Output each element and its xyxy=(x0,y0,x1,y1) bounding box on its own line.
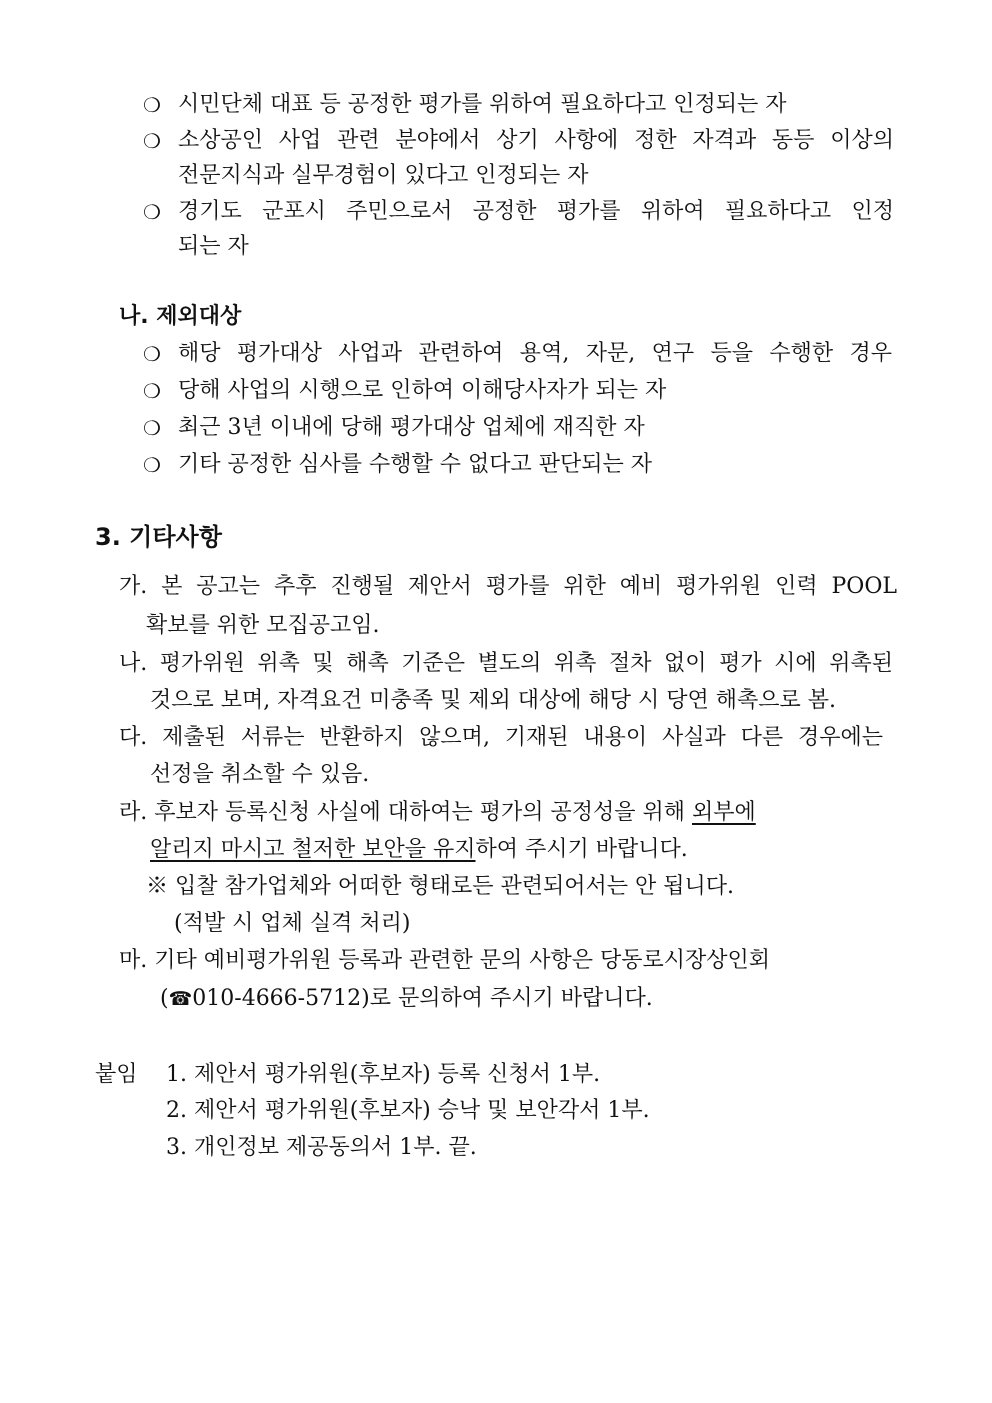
paragraph-na-line1: 나. 평가위원 위촉 및 해촉 기준은 별도의 위촉 절차 없이 평가 시에 위촉된 xyxy=(119,651,893,676)
paragraph-ga-line2: 확보를 위한 모집공고임. xyxy=(146,613,380,638)
section-title: 3. 기타사항 xyxy=(95,523,222,551)
bullet-icon: ❍ xyxy=(143,453,161,477)
paragraph-ga-line1: 가. 본 공고는 추후 진행될 제안서 평가를 위한 예비 평가위원 인력 POOL xyxy=(119,574,897,599)
list-item-text: 전문지식과 실무경험이 있다고 인정되는 자 xyxy=(178,163,589,188)
list-item-text: 해당 평가대상 사업과 관련하여 용역, 자문, 연구 등을 수행한 경우 xyxy=(178,341,892,366)
list-item-text: 시민단체 대표 등 공정한 평가를 위하여 필요하다고 인정되는 자 xyxy=(178,92,787,117)
bullet-icon: ❍ xyxy=(143,379,161,403)
attachment-item: 2. 제안서 평가위원(후보자) 승낙 및 보안각서 1부. xyxy=(166,1098,650,1123)
bullet-icon: ❍ xyxy=(143,93,161,117)
paragraph-da-line2: 선정을 취소할 수 있음. xyxy=(150,762,370,787)
bullet-icon: ❍ xyxy=(143,129,161,153)
list-item-text: 소상공인 사업 관련 분야에서 상기 사항에 정한 자격과 동등 이상의 xyxy=(178,128,894,153)
paragraph-ma-line1: 마. 기타 예비평가위원 등록과 관련한 문의 사항은 당동로시장상인회 xyxy=(119,948,771,973)
bullet-icon: ❍ xyxy=(143,200,161,224)
ra-note: ※ 입찰 참가업체와 어떠한 형태로든 관련되어서는 안 됩니다. xyxy=(146,874,734,899)
list-item-text: 최근 3년 이내에 당해 평가대상 업체에 재직한 자 xyxy=(178,415,645,440)
bullet-icon: ❍ xyxy=(143,342,161,366)
list-item-text: 기타 공정한 심사를 수행할 수 없다고 판단되는 자 xyxy=(178,452,652,477)
attachments-label: 붙임 xyxy=(95,1062,138,1087)
attachment-item: 1. 제안서 평가위원(후보자) 등록 신청서 1부. xyxy=(166,1062,601,1087)
paragraph-ma-line2 xyxy=(160,984,653,1014)
subsection-title: 나. 제외대상 xyxy=(119,304,242,329)
ma-text: )로 문의하여 주시기 바랍니다. xyxy=(361,986,653,1011)
ra-note-detail: (적발 시 업체 실격 처리) xyxy=(174,911,411,936)
ra-underlined-text: 알리지 마시고 철저한 보안을 유지 xyxy=(150,837,476,862)
phone-icon: ☎ xyxy=(168,988,193,1010)
paragraph-ra-line2 xyxy=(150,835,688,865)
paragraph-da-line1: 다. 제출된 서류는 반환하지 않으며, 기재된 내용이 사실과 다른 경우에는 xyxy=(119,725,883,750)
ra-text: 하여 주시기 바랍니다. xyxy=(475,837,688,862)
list-item-text: 당해 사업의 시행으로 인하여 이해당사자가 되는 자 xyxy=(178,378,667,403)
paragraph-ra-line1 xyxy=(119,798,756,828)
ra-underlined-text: 외부에 xyxy=(692,800,756,825)
list-item-text: 경기도 군포시 주민으로서 공정한 평가를 위하여 필요하다고 인정 xyxy=(178,199,894,224)
ra-text: 라. 후보자 등록신청 사실에 대하여는 평가의 공정성을 위해 xyxy=(119,800,692,825)
bullet-icon: ❍ xyxy=(143,416,161,440)
paragraph-na-line2: 것으로 보며, 자격요건 미충족 및 제외 대상에 해당 시 당연 해촉으로 봄. xyxy=(150,688,836,713)
phone-number: 010-4666-5712 xyxy=(192,986,362,1011)
list-item-text: 되는 자 xyxy=(178,234,249,259)
paren-open: ( xyxy=(160,986,169,1011)
attachment-item: 3. 개인정보 제공동의서 1부. 끝. xyxy=(166,1135,477,1160)
